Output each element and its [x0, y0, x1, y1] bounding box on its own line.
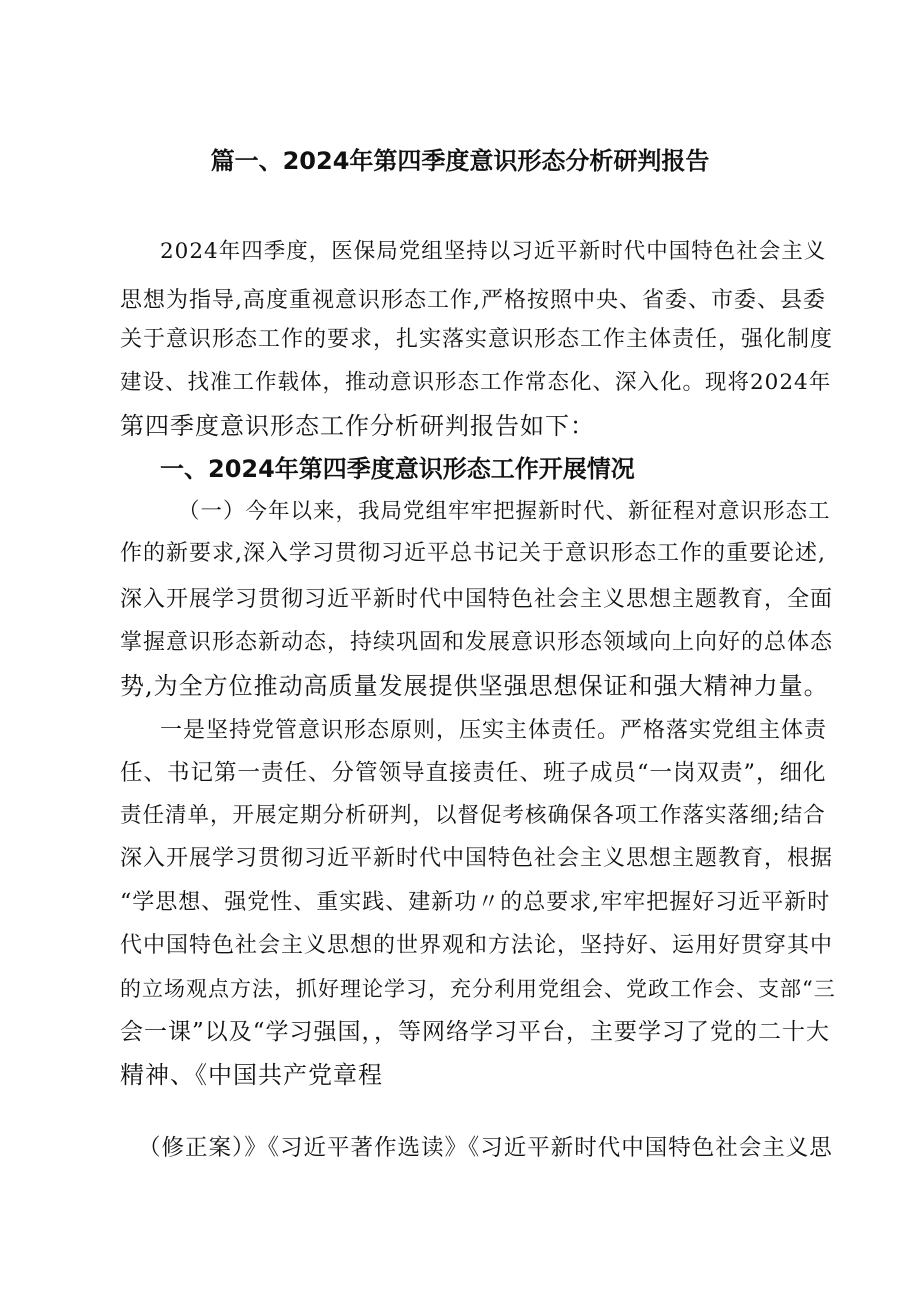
- text-line: “学思想、强党性、重实践、建新功〃的总要求,牢牢把握好习近平新时: [120, 890, 831, 915]
- text-line: 作的新要求,深入学习贯彻习近平总书记关于意识形态工作的重要论述,: [120, 541, 826, 566]
- text-line: （一）今年以来，我局党组牢牢把握新时代、新征程对意识形态工: [178, 499, 831, 524]
- text-line: 会一课”以及“学习强国，，等网络学习平台，主要学习了党的二十大: [120, 1019, 831, 1045]
- text-line: 思想为指导,高度重视意识形态工作,严格按照中央、省委、市委、县委: [120, 288, 826, 313]
- text-line: 的立场观点方法，抓好理论学习，充分利用党组会、党政工作会、支部“三: [120, 977, 836, 1001]
- text-line: 关于意识形态工作的要求，扎实落实意识形态工作主体责任，强化制度: [120, 327, 834, 352]
- text-line: 建设、找准工作载体，推动意识形态工作常态化、深入化。现将2024年: [120, 370, 832, 395]
- text-line: 深入开展学习贯彻习近平新时代中国特色社会主义思想主题教育，全面: [120, 587, 834, 612]
- text-line: 精神、《中国共产党章程: [120, 1061, 383, 1089]
- text-line: 代中国特色社会主义思想的世界观和方法论，坚持好、运用好贯穿其中: [120, 933, 834, 958]
- section-heading: 一、2024年第四季度意识形态工作开展情况: [160, 455, 635, 483]
- text-line: 一是坚持党管意识形态原则，压实主体责任。严格落实党组主体责: [160, 718, 828, 743]
- document-title: 篇一、2024年第四季度意识形态分析研判报告: [210, 147, 710, 175]
- text-line: （修正案）》《习近平著作选读》《习近平新时代中国特色社会主义思: [138, 1135, 833, 1161]
- text-line: 掌握意识形态新动态，持续巩固和发展意识形态领域向上向好的总体态: [120, 630, 834, 655]
- text-line: 责任清单，开展定期分析研判，以督促考核确保各项工作落实落细;结合: [120, 803, 826, 828]
- text-line: 势,为全方位推动高质量发展提供坚强思想保证和强大精神力量。: [120, 672, 829, 700]
- text-line: 2024年四季度，医保局党组坚持以习近平新时代中国特色社会主义: [160, 239, 827, 264]
- text-line: 任、书记第一责任、分管领导直接责任、班子成员“一岗双责”，细化: [120, 760, 827, 786]
- text-line: 深入开展学习贯彻习近平新时代中国特色社会主义思想主题教育，根据: [120, 846, 834, 871]
- text-line: 第四季度意识形态工作分析研判报告如下：: [120, 412, 595, 440]
